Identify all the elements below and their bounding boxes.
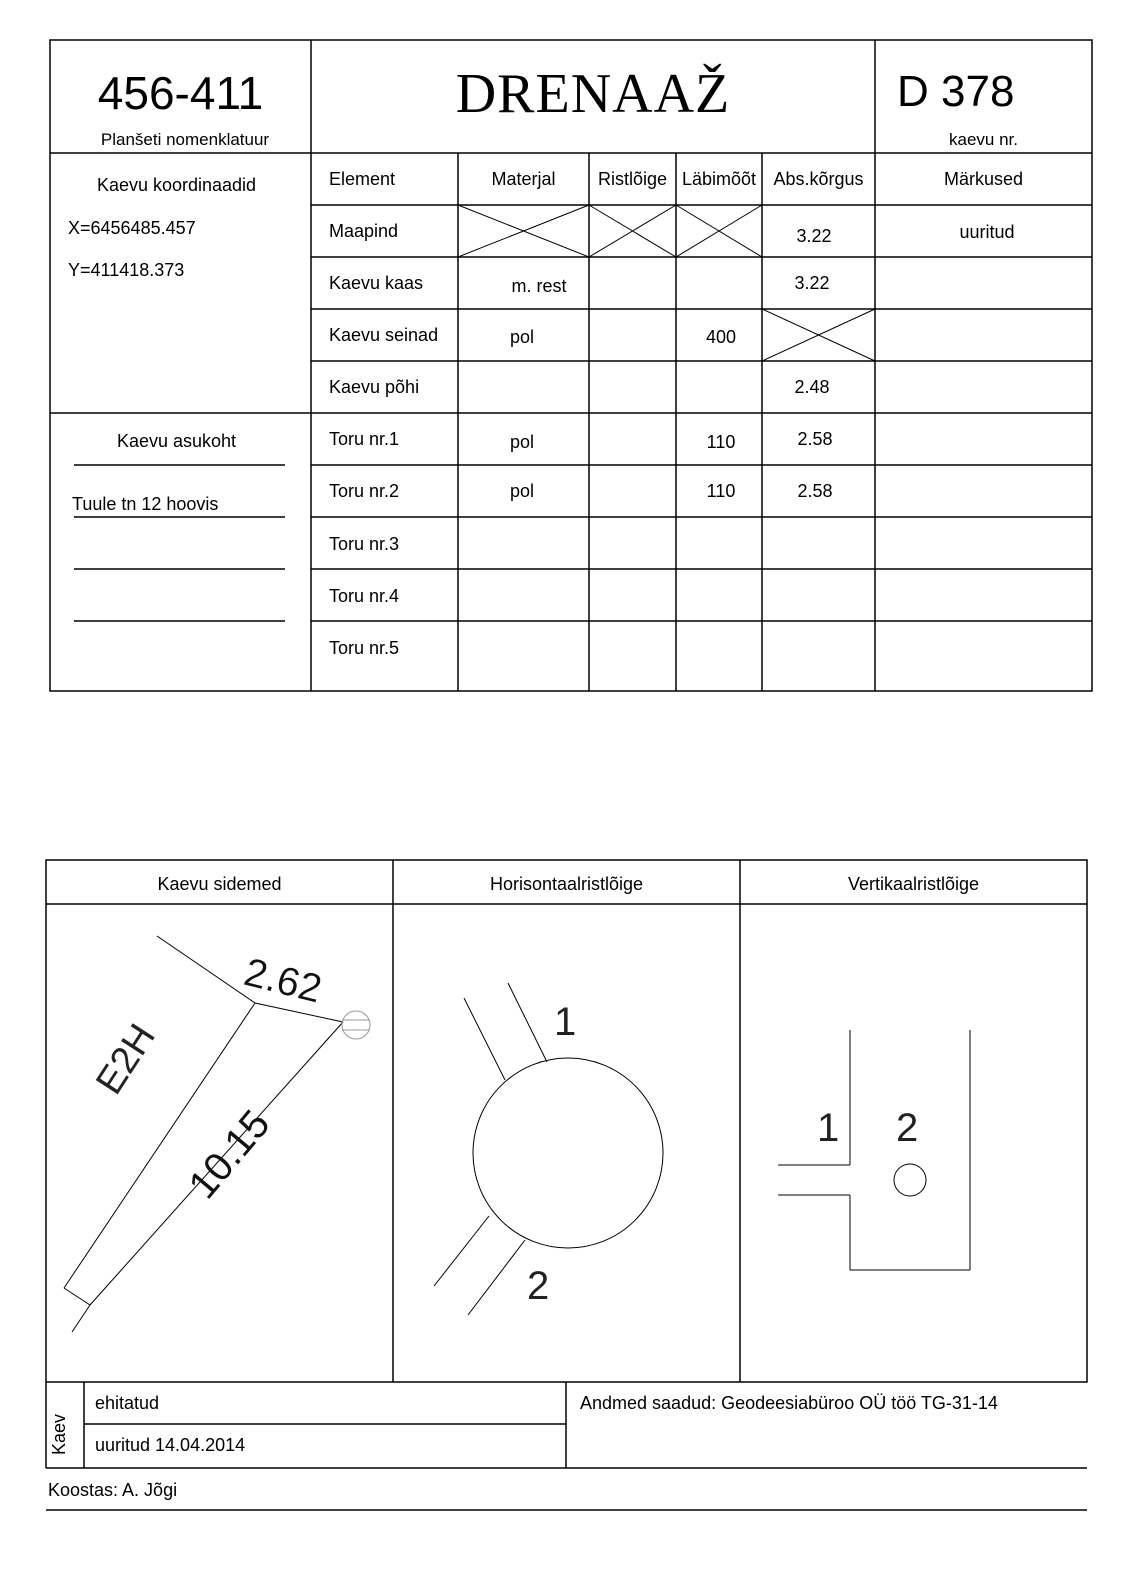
- location-caption: Kaevu asukoht: [116, 431, 237, 451]
- row-toru-2-element: Toru nr.2: [329, 481, 400, 501]
- tie-distance-a: 2.62: [239, 950, 327, 1012]
- row-kaevu-seinad-diameter: 400: [705, 327, 737, 347]
- row-kaevu-seinad-material: pol: [509, 327, 535, 347]
- horizontal-pipe-2-label: 2: [527, 1264, 550, 1308]
- row-toru-1-element: Toru nr.1: [329, 429, 400, 449]
- col-header-elevation: Abs.kõrgus: [773, 169, 864, 189]
- panel-title-ties: Kaevu sidemed: [157, 874, 282, 894]
- row-toru-5-element: Toru nr.5: [329, 638, 400, 658]
- location-line-1: Tuule tn 12 hoovis: [72, 494, 219, 514]
- sheet-caption: Planšeti nomenklatuur: [100, 130, 270, 149]
- row-kaevu-seinad-element: Kaevu seinad: [329, 325, 439, 345]
- footer-built: ehitatud: [95, 1393, 160, 1413]
- row-toru-2-material: pol: [509, 481, 535, 501]
- row-kaevu-kaas-elevation: 3.22: [794, 273, 830, 293]
- row-toru-1-diameter: 110: [706, 432, 736, 452]
- row-kaevu-pohi-element: Kaevu põhi: [329, 377, 420, 397]
- row-toru-1-elevation: 2.58: [797, 429, 833, 449]
- coordinates-caption: Kaevu koordinaadid: [96, 175, 257, 195]
- row-toru-2-elevation: 2.58: [797, 481, 833, 501]
- panel-title-horizontal: Horisontaalristlõige: [489, 874, 644, 894]
- coordinate-x: X=6456485.457: [68, 218, 196, 238]
- row-toru-4-element: Toru nr.4: [329, 586, 400, 606]
- well-id: D 378: [897, 67, 1015, 116]
- footer-side-label: Kaev: [49, 1413, 69, 1455]
- sheet-number: 456-411: [97, 67, 264, 119]
- col-header-diameter: Läbimõõt: [681, 169, 757, 189]
- vertical-pipe-1-label: 1: [817, 1106, 840, 1150]
- footer-surveyed: uuritud 14.04.2014: [95, 1435, 246, 1455]
- coordinate-y: Y=411418.373: [68, 260, 185, 280]
- row-toru-1-material: pol: [509, 432, 535, 452]
- footer-author: Koostas: A. Jõgi: [48, 1480, 178, 1500]
- row-kaevu-kaas-element: Kaevu kaas: [329, 273, 424, 293]
- row-maapind-elevation: 3.22: [796, 226, 832, 246]
- row-maapind-notes: uuritud: [959, 222, 1015, 242]
- building-label: E2H: [88, 1016, 164, 1102]
- tie-distance-b: 10.15: [180, 1102, 279, 1207]
- col-header-notes: Märkused: [943, 169, 1024, 189]
- row-kaevu-kaas-material: m. rest: [511, 276, 567, 296]
- row-maapind-element: Maapind: [329, 221, 399, 241]
- panel-title-vertical: Vertikaalristlõige: [847, 874, 980, 894]
- well-caption: kaevu nr.: [949, 130, 1018, 149]
- footer-source: Andmed saadud: Geodeesiabüroo OÜ töö TG-31-14: [580, 1393, 998, 1413]
- row-toru-2-diameter: 110: [706, 481, 736, 501]
- row-toru-3-element: Toru nr.3: [329, 534, 400, 554]
- page-title: DRENAAŽ: [455, 63, 731, 125]
- col-header-cross-section: Ristlõige: [597, 169, 668, 189]
- col-header-element: Element: [329, 169, 396, 189]
- horizontal-pipe-1-label: 1: [554, 1000, 577, 1044]
- col-header-material: Materjal: [491, 169, 556, 189]
- vertical-section-sketch: [778, 1030, 970, 1270]
- row-kaevu-pohi-elevation: 2.48: [794, 377, 830, 397]
- vertical-pipe-2-label: 2: [896, 1106, 919, 1150]
